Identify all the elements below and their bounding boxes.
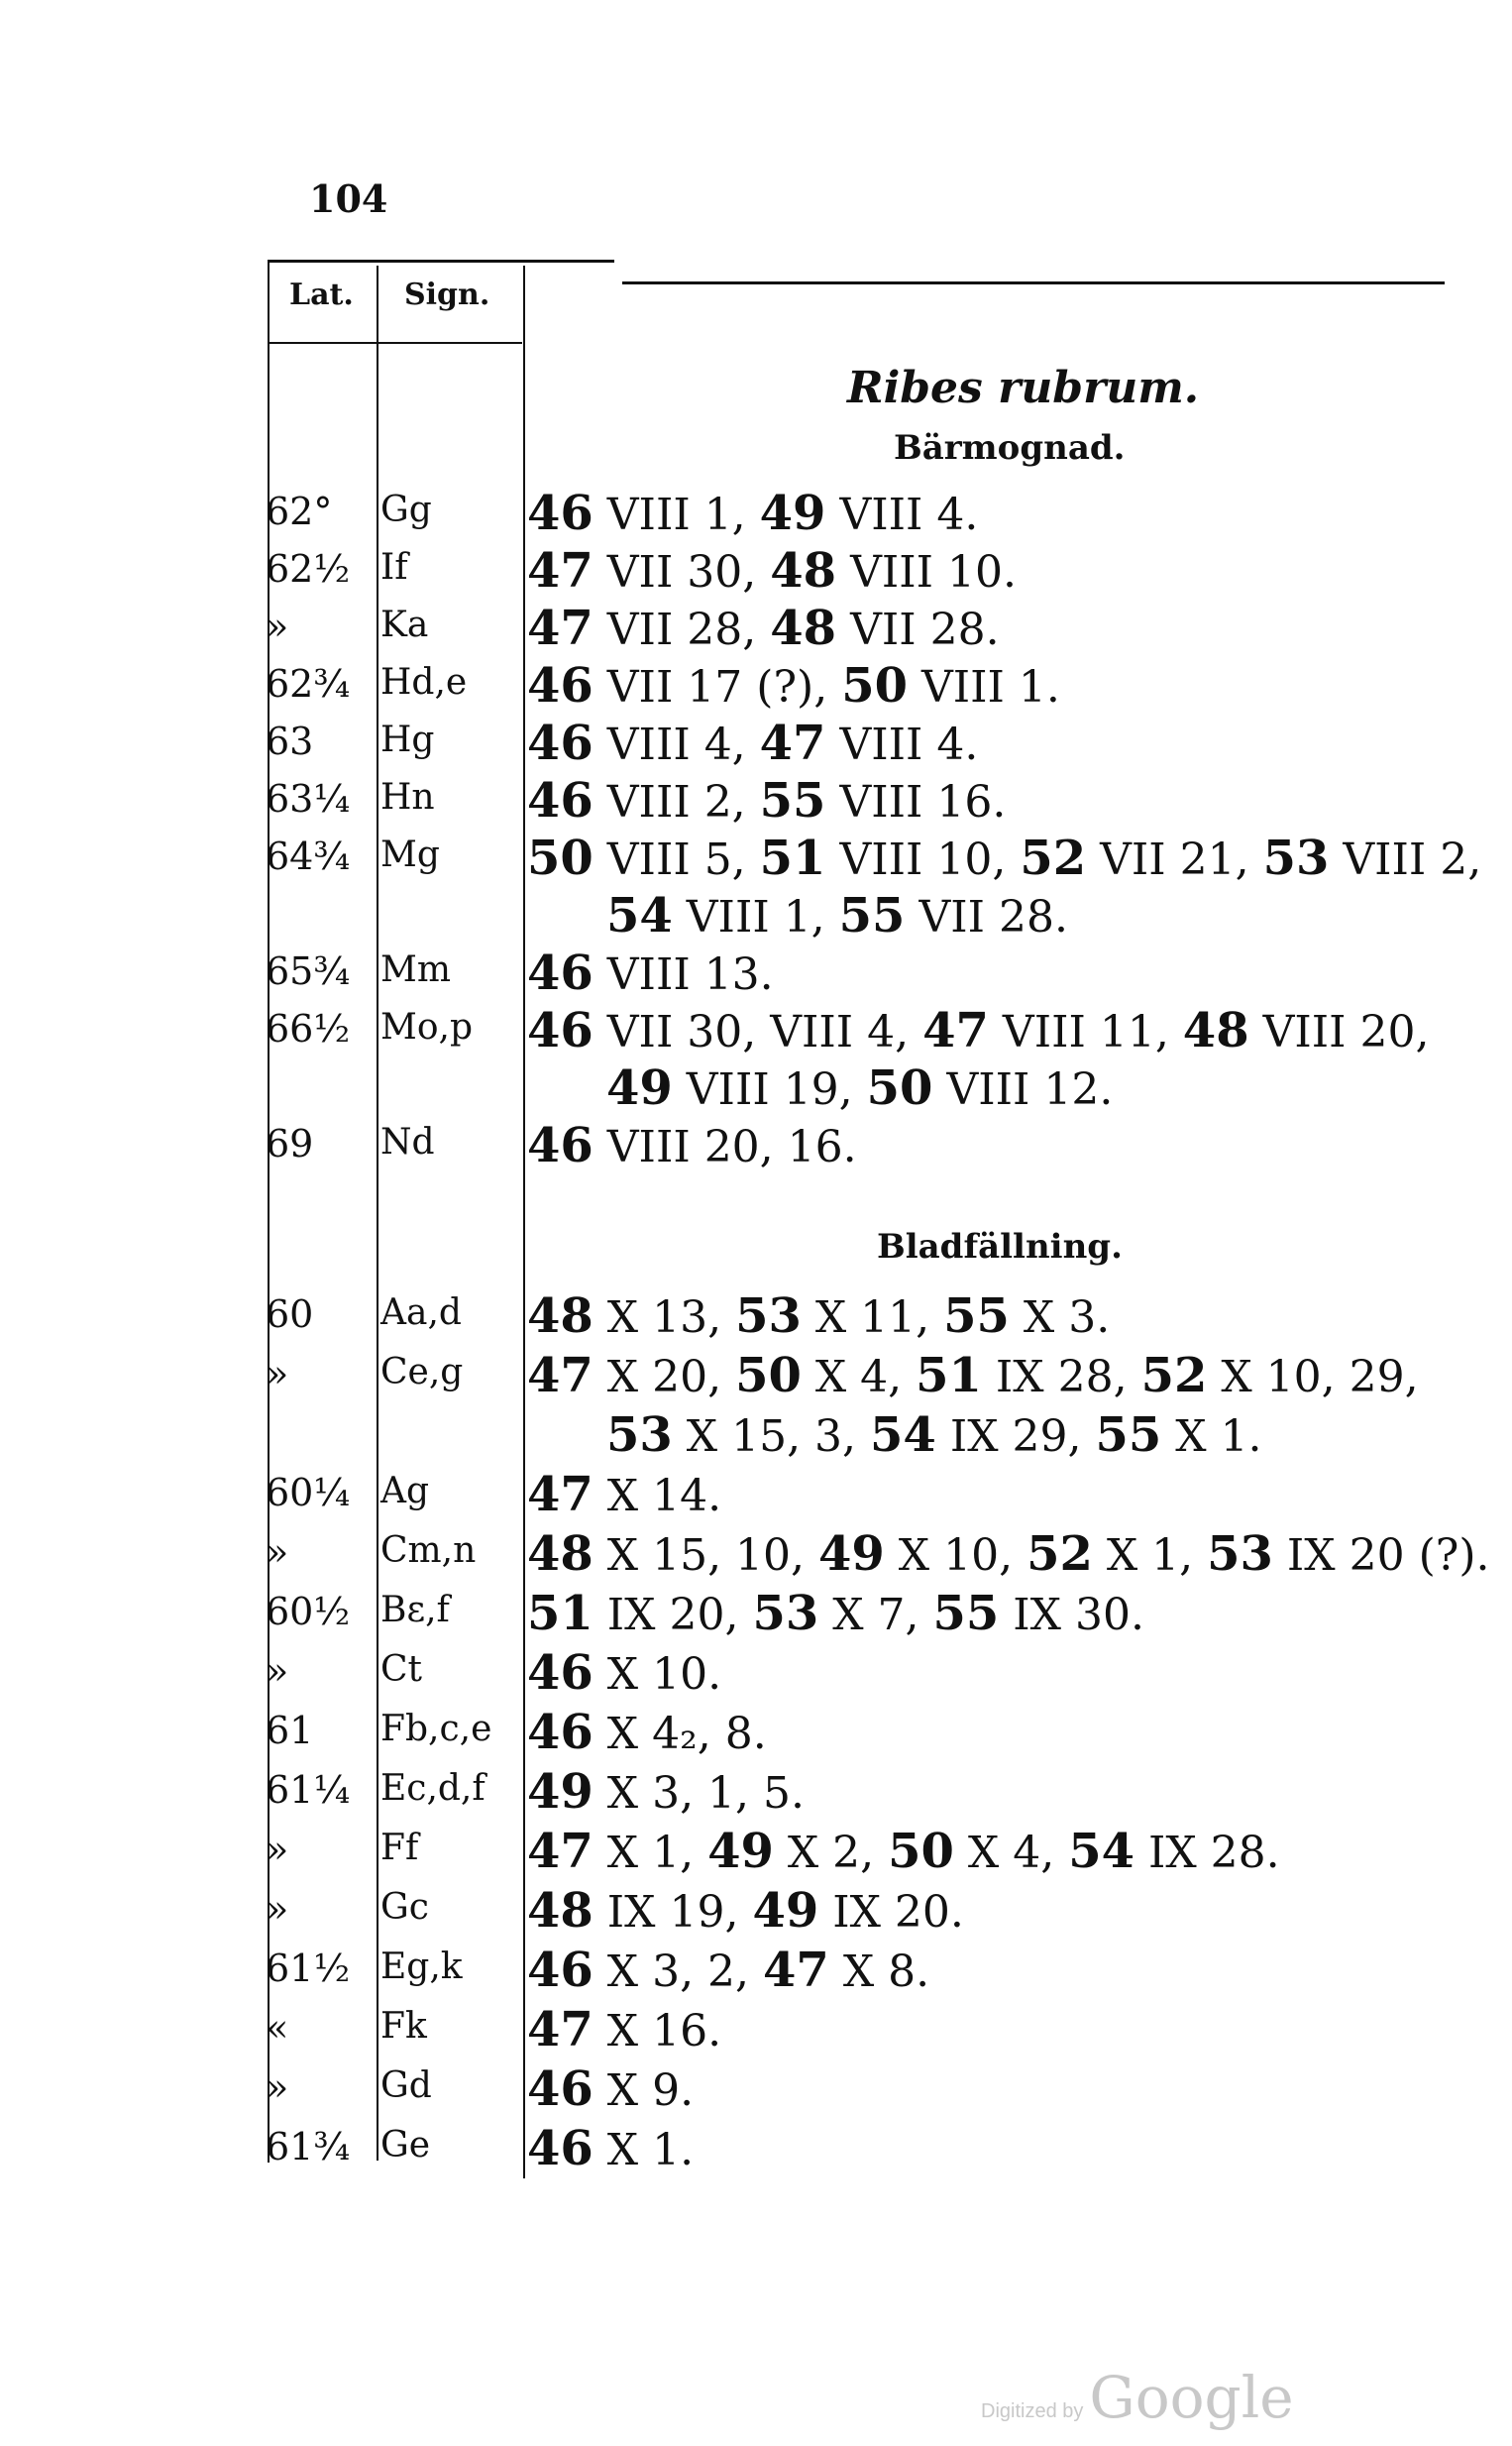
date-text: X 14.	[593, 1471, 722, 1521]
year-number: 47	[763, 1943, 829, 1998]
observation-entry	[527, 945, 774, 1001]
latitude-cell: 61	[266, 1709, 314, 1752]
year-number: 46	[527, 1943, 594, 1998]
observation-entry-continued	[606, 1060, 1113, 1116]
sign-cell: Ag	[380, 1471, 430, 1511]
latitude-cell: »	[266, 1828, 289, 1871]
latitude-cell: 61½	[266, 1946, 351, 1990]
year-number: 49	[527, 1764, 594, 1820]
date-text: VIII 20, 16.	[593, 1122, 857, 1172]
sign-cell: Gd	[380, 2065, 432, 2106]
year-number: 54	[606, 888, 673, 944]
date-text: VII 28,	[593, 605, 771, 655]
date-text: X 15, 3,	[672, 1411, 871, 1462]
latitude-cell: 69	[266, 1122, 314, 1166]
date-text: VIII 1,	[593, 490, 760, 540]
google-watermark	[981, 2364, 1294, 2431]
date-text: VIII 4.	[825, 490, 979, 540]
year-number: 47	[527, 1467, 594, 1522]
year-number: 47	[922, 1003, 989, 1058]
latitude-cell: 65¾	[266, 949, 351, 993]
observation-entry	[527, 601, 1000, 656]
latitude-cell: »	[266, 1352, 289, 1395]
year-number: 53	[1262, 831, 1330, 886]
date-text: X 16.	[593, 2006, 722, 2057]
date-text: VIII 16.	[825, 777, 1007, 828]
sign-cell: Aa,d	[380, 1292, 462, 1333]
date-text: X 1,	[1092, 1530, 1208, 1581]
sign-cell: Fk	[380, 2006, 427, 2047]
date-text: X 9.	[593, 2065, 695, 2116]
latitude-cell: 61¼	[266, 1768, 351, 1812]
date-text: VII 30,	[593, 547, 771, 598]
watermark-small-text: Digitized by	[981, 2400, 1084, 2422]
latitude-cell: 62¾	[266, 662, 351, 706]
year-number: 53	[752, 1586, 819, 1641]
year-number: 47	[527, 2002, 594, 2057]
year-number: 50	[866, 1060, 933, 1116]
sign-cell: Ct	[380, 1649, 423, 1690]
date-text: X 3, 1, 5.	[593, 1768, 806, 1819]
year-number: 46	[527, 1118, 594, 1173]
observation-entry-continued	[606, 888, 1068, 944]
latitude-cell: 60¼	[266, 1471, 351, 1514]
latitude-cell: »	[266, 605, 289, 648]
year-number: 46	[527, 1645, 594, 1701]
latitude-cell: 66½	[266, 1007, 351, 1051]
section-heading: Bladfällning.	[877, 1227, 1123, 1267]
year-number: 48	[527, 1883, 594, 1939]
latitude-cell: 62°	[266, 490, 333, 533]
year-number: 49	[818, 1526, 885, 1582]
observation-entry	[527, 1645, 721, 1701]
latitude-cell: »	[266, 1530, 289, 1574]
lat-column-header: Lat.	[289, 278, 354, 312]
date-text: X 7,	[818, 1590, 933, 1640]
sign-cell: Nd	[380, 1122, 435, 1163]
column-rule-sign	[523, 266, 525, 2178]
year-number: 47	[759, 716, 826, 771]
observation-entry	[527, 1705, 767, 1760]
latitude-cell: 60½	[266, 1590, 351, 1633]
observation-entry	[527, 1764, 805, 1820]
year-number: 46	[527, 1705, 594, 1760]
date-text: X 4,	[801, 1352, 917, 1402]
date-text: IX 28.	[1134, 1828, 1280, 1878]
year-number: 46	[527, 1003, 594, 1058]
year-number: 47	[527, 1348, 594, 1403]
sign-cell: Ff	[380, 1828, 419, 1868]
sign-cell: Gc	[380, 1887, 429, 1928]
date-text: VII 30, VIII 4,	[593, 1007, 923, 1057]
latitude-cell: 61¾	[266, 2125, 351, 2168]
year-number: 52	[1020, 831, 1087, 886]
date-text: VIII 1.	[907, 662, 1060, 713]
year-number: 51	[527, 1586, 594, 1641]
observation-entry	[527, 716, 978, 771]
sign-cell: Cm,n	[380, 1530, 477, 1571]
sign-cell: Mo,p	[380, 1007, 474, 1048]
latitude-cell: 64¾	[266, 834, 351, 878]
year-number: 50	[527, 831, 594, 886]
year-number: 49	[752, 1883, 819, 1939]
observation-entry	[527, 1824, 1280, 1879]
observation-entry	[527, 486, 978, 541]
year-number: 50	[735, 1348, 802, 1403]
date-text: VIII 19,	[672, 1064, 867, 1115]
section-heading: Bärmognad.	[894, 428, 1126, 468]
google-logo: Google	[1089, 2364, 1294, 2431]
date-text: VIII 10,	[825, 834, 1021, 885]
date-text: X 10.	[593, 1649, 722, 1700]
date-text: X 1.	[1161, 1411, 1262, 1462]
date-text: X 15, 10,	[593, 1530, 819, 1581]
year-number: 54	[870, 1407, 936, 1463]
year-number: 47	[527, 601, 594, 656]
latitude-cell: 63¼	[266, 777, 351, 821]
date-text: X 2,	[773, 1828, 889, 1878]
sign-cell: Gg	[380, 490, 432, 530]
observation-entry	[527, 1003, 1429, 1058]
observation-entry	[527, 1883, 964, 1939]
sign-cell: Bε,f	[380, 1590, 450, 1630]
latitude-cell: «	[266, 2006, 289, 2050]
year-number: 48	[770, 543, 837, 599]
observation-entry	[527, 658, 1060, 714]
year-number: 52	[1140, 1348, 1208, 1403]
observation-entry-continued	[606, 1407, 1262, 1463]
sign-cell: Hd,e	[380, 662, 468, 703]
date-text: VIII 4,	[593, 720, 760, 770]
top-rule-left	[268, 260, 614, 263]
page-number: 104	[309, 176, 388, 221]
observation-entry	[527, 543, 1017, 599]
date-text: VIII 4.	[825, 720, 979, 770]
year-number: 46	[527, 716, 594, 771]
year-number: 48	[770, 601, 837, 656]
date-text: VIII 20,	[1248, 1007, 1430, 1057]
observation-entry	[527, 1526, 1490, 1582]
year-number: 55	[838, 888, 906, 944]
date-text: VIII 2,	[1329, 834, 1482, 885]
sign-cell: Hg	[380, 720, 435, 760]
observation-entry	[527, 2002, 721, 2057]
year-number: 48	[527, 1288, 594, 1344]
date-text: IX 29,	[935, 1411, 1096, 1462]
year-number: 49	[707, 1824, 774, 1879]
year-number: 46	[527, 2121, 594, 2176]
date-text: VII 28.	[905, 892, 1068, 943]
year-number: 46	[527, 2061, 594, 2117]
sign-cell: Hn	[380, 777, 435, 818]
year-number: 48	[1182, 1003, 1249, 1058]
date-text: X 13,	[593, 1292, 736, 1343]
date-text: VII 21,	[1086, 834, 1263, 885]
year-number: 53	[606, 1407, 673, 1463]
date-text: X 20,	[593, 1352, 736, 1402]
date-text: VIII 2,	[593, 777, 760, 828]
date-text: IX 20,	[593, 1590, 753, 1640]
sign-column-header: Sign.	[404, 278, 490, 312]
sign-cell: Ec,d,f	[380, 1768, 486, 1809]
year-number: 53	[735, 1288, 802, 1344]
year-number: 46	[527, 486, 594, 541]
latitude-cell: »	[266, 1887, 289, 1931]
year-number: 47	[527, 543, 594, 599]
year-number: 46	[527, 945, 594, 1001]
latitude-cell: »	[266, 2065, 289, 2109]
date-text: VIII 10.	[836, 547, 1017, 598]
year-number: 55	[759, 773, 826, 829]
date-text: VII 28.	[836, 605, 1000, 655]
date-text: X 1.	[593, 2125, 695, 2175]
date-text: VIII 5,	[593, 834, 760, 885]
observation-entry	[527, 773, 1006, 829]
date-text: X 3.	[1009, 1292, 1111, 1343]
top-rule-right	[622, 281, 1445, 284]
year-number: 55	[943, 1288, 1010, 1344]
observation-entry	[527, 1586, 1144, 1641]
year-number: 55	[932, 1586, 1000, 1641]
date-text: IX 20 (?).	[1272, 1530, 1490, 1581]
latitude-cell: »	[266, 1649, 289, 1693]
year-number: 49	[606, 1060, 673, 1116]
year-number: 51	[759, 831, 826, 886]
date-text: X 8.	[828, 1946, 930, 1997]
year-number: 46	[527, 773, 594, 829]
observation-entry	[527, 831, 1481, 886]
observation-entry	[527, 1348, 1419, 1403]
date-text: IX 20.	[818, 1887, 964, 1938]
year-number: 46	[527, 658, 594, 714]
sign-cell: If	[380, 547, 408, 588]
sign-cell: Ce,g	[380, 1352, 464, 1392]
year-number: 54	[1068, 1824, 1134, 1879]
sign-cell: Ka	[380, 605, 429, 645]
date-text: X 10,	[884, 1530, 1027, 1581]
year-number: 50	[888, 1824, 954, 1879]
observation-entry	[527, 2121, 694, 2176]
year-number: 53	[1207, 1526, 1273, 1582]
observation-entry	[527, 1118, 857, 1173]
latitude-cell: 63	[266, 720, 314, 763]
date-text: IX 19,	[593, 1887, 753, 1938]
sign-cell: Mg	[380, 834, 440, 875]
year-number: 47	[527, 1824, 594, 1879]
date-text: VIII 13.	[593, 949, 774, 1000]
date-text: X 4,	[953, 1828, 1069, 1878]
date-text: X 3, 2,	[593, 1946, 764, 1997]
sign-cell: Mm	[380, 949, 451, 990]
date-text: VIII 11,	[988, 1007, 1183, 1057]
species-title: Ribes rubrum.	[847, 363, 1200, 413]
date-text: X 1,	[593, 1828, 708, 1878]
column-rule-lat	[377, 266, 378, 2161]
sign-cell: Fb,c,e	[380, 1709, 492, 1749]
date-text: VII 17 (?),	[593, 662, 842, 713]
header-rule	[270, 342, 522, 344]
observation-entry	[527, 2061, 694, 2117]
observation-entry	[527, 1943, 929, 1998]
column-rule-left	[268, 260, 270, 2163]
date-text: IX 30.	[999, 1590, 1144, 1640]
year-number: 49	[759, 486, 826, 541]
year-number: 51	[916, 1348, 982, 1403]
latitude-cell: 60	[266, 1292, 314, 1336]
year-number: 52	[1026, 1526, 1093, 1582]
date-text: X 4₂, 8.	[593, 1709, 767, 1759]
observation-entry	[527, 1467, 721, 1522]
latitude-cell: 62½	[266, 547, 351, 591]
date-text: X 10, 29,	[1207, 1352, 1419, 1402]
date-text: VIII 1,	[672, 892, 839, 943]
observation-entry	[527, 1288, 1110, 1344]
date-text: VIII 12.	[932, 1064, 1114, 1115]
year-number: 48	[527, 1526, 594, 1582]
year-number: 50	[841, 658, 908, 714]
date-text: X 11,	[801, 1292, 944, 1343]
sign-cell: Ge	[380, 2125, 431, 2166]
date-text: IX 28,	[981, 1352, 1141, 1402]
year-number: 55	[1095, 1407, 1162, 1463]
sign-cell: Eg,k	[380, 1946, 463, 1987]
